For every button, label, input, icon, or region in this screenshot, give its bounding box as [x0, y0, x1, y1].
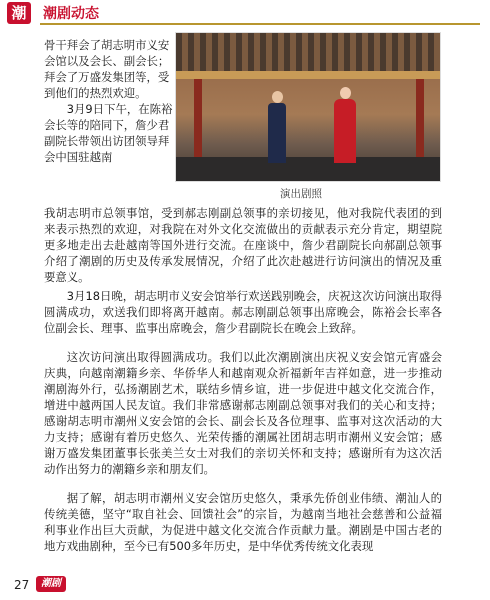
paragraph-3: 这次访问演出取得圆满成功。我们以此次潮剧演出庆祝义安会馆元宵盛会庆典，向越南潮籍乡亲、华侨华人和越南观众祈福新年吉祥如意，进一步推动潮剧海外行，弘扬潮剧艺术，联结乡情乡谊，进一步促进中越文化交流合作，增进中越两国人民友谊。我们非常感谢郝志刚副总领事对我们的关心和支持；感谢胡志明市潮州义安会馆的会长、副会长及各位理事、监事对这次活动的大力支持；感谢有着历史悠久、光荣传播的潮属社团胡志明市潮州义安会馆；感谢万盛发集团董事长张美兰女士对我们的亲切关怀和支持；感谢所有为这次活动作出努力的潮籍乡亲和朋友们。	[44, 350, 442, 476]
photo-caption: 演出剧照	[280, 188, 322, 200]
magazine-logo-icon: 潮	[7, 2, 31, 24]
paragraph-left-1: 骨干拜会了胡志明市义安会馆以及会长、副会长；拜会了万盛发集团等，受到他们的热烈欢迎。	[44, 38, 170, 100]
paragraph-left-2: 3月9日下午，在陈裕会长等的陪同下，詹少君副院长带领出访团领导拜会中国驻越南	[44, 102, 173, 164]
left-column-text	[44, 37, 174, 165]
page-number: 27	[14, 578, 30, 592]
page-header	[0, 0, 490, 26]
footer-logo: 潮剧	[36, 576, 66, 592]
paragraph-2: 3月18日晚，胡志明市义安会馆举行欢送践别晚会，庆祝这次访问演出取得圆满成功，欢送我们即将离开越南。郝志刚副总领事出席晚会，陈裕会长率各位副会长、理事、监事出席晚会，詹少君副院长在晚会上致辞。	[44, 289, 442, 335]
header-divider	[40, 23, 480, 25]
paragraph-1: 我胡志明市总领事馆，受到郝志刚副总领事的亲切接见，他对我院代表团的到来表示热烈的欢迎，对我院在对外文化交流做出的贡献表示充分肯定，期望院更多地走出去赴越南等国外进行交流。在座谈中，詹少君副院长向郝副总领事介绍了潮剧的历史及传承发展情况，介绍了此次赴越进行访问演出的情况及重要意义。	[44, 206, 442, 284]
section-title: 潮剧动态	[43, 6, 99, 22]
paragraph-4: 据了解，胡志明市潮州义安会馆历史悠久，秉承先侨创业伟绩、潮汕人的传统美德，坚守“取自社会、回馈社会”的宗旨，为越南当地社会慈善和公益福利事业作出巨大贡献，为促进中越文化交流合作贡献力量。潮剧是中国古老的地方戏曲剧种，至今已有500多年历史，是中华优秀传统文化表现	[44, 491, 442, 553]
performance-photo	[175, 32, 441, 182]
